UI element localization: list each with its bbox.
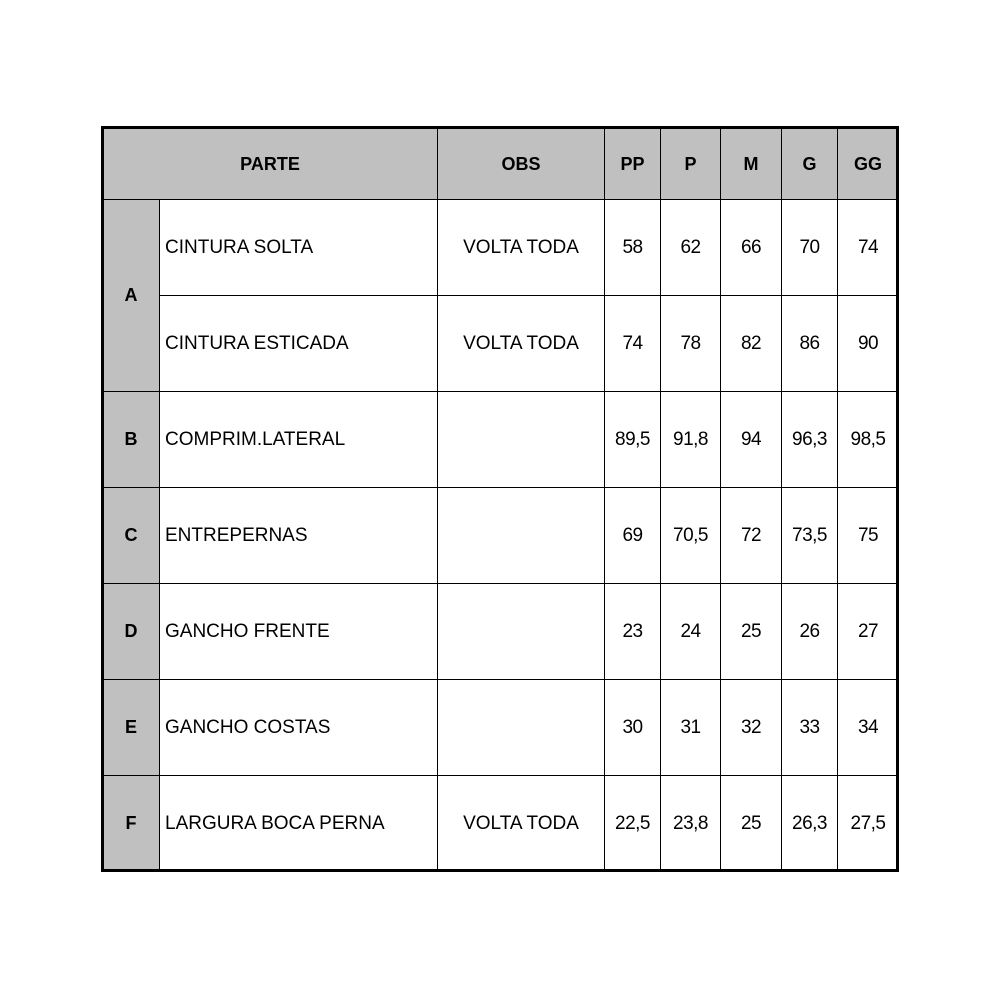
row-letter: A	[103, 200, 160, 392]
value-g: 26,3	[782, 776, 838, 872]
part-name: COMPRIM.LATERAL	[160, 392, 438, 488]
value-m: 72	[721, 488, 782, 584]
value-gg: 75	[838, 488, 899, 584]
value-pp: 69	[605, 488, 661, 584]
part-name: GANCHO FRENTE	[160, 584, 438, 680]
obs-cell	[438, 392, 605, 488]
value-pp: 30	[605, 680, 661, 776]
value-g: 33	[782, 680, 838, 776]
table-row	[103, 200, 899, 296]
value-p: 78	[661, 296, 721, 392]
value-p: 23,8	[661, 776, 721, 872]
row-letter: C	[103, 488, 160, 584]
table-border-left	[101, 126, 104, 872]
table-row	[103, 584, 899, 680]
obs-cell	[438, 488, 605, 584]
value-gg: 74	[838, 200, 899, 296]
value-pp: 89,5	[605, 392, 661, 488]
obs-cell: VOLTA TODA	[438, 296, 605, 392]
value-g: 96,3	[782, 392, 838, 488]
value-p: 91,8	[661, 392, 721, 488]
value-pp: 58	[605, 200, 661, 296]
table-row	[103, 392, 899, 488]
value-pp: 23	[605, 584, 661, 680]
header-size-p: P	[661, 129, 721, 200]
table-border-bottom	[101, 869, 899, 872]
size-measurement-table	[102, 128, 899, 872]
row-letter: B	[103, 392, 160, 488]
header-size-g: G	[782, 129, 838, 200]
table-border-top	[101, 126, 899, 129]
value-g: 70	[782, 200, 838, 296]
value-gg: 90	[838, 296, 899, 392]
row-letter: E	[103, 680, 160, 776]
header-row	[103, 129, 899, 200]
obs-cell: VOLTA TODA	[438, 200, 605, 296]
value-p: 31	[661, 680, 721, 776]
header-obs: OBS	[438, 129, 605, 200]
value-g: 86	[782, 296, 838, 392]
value-pp: 74	[605, 296, 661, 392]
value-m: 25	[721, 776, 782, 872]
obs-cell	[438, 680, 605, 776]
header-size-pp: PP	[605, 129, 661, 200]
obs-cell	[438, 584, 605, 680]
part-name: GANCHO COSTAS	[160, 680, 438, 776]
table-row	[103, 488, 899, 584]
table-row	[103, 680, 899, 776]
value-gg: 98,5	[838, 392, 899, 488]
part-name: CINTURA SOLTA	[160, 200, 438, 296]
value-gg: 27,5	[838, 776, 899, 872]
value-gg: 27	[838, 584, 899, 680]
value-g: 73,5	[782, 488, 838, 584]
value-gg: 34	[838, 680, 899, 776]
value-p: 70,5	[661, 488, 721, 584]
obs-cell: VOLTA TODA	[438, 776, 605, 872]
part-name: CINTURA ESTICADA	[160, 296, 438, 392]
value-m: 25	[721, 584, 782, 680]
value-g: 26	[782, 584, 838, 680]
header-size-gg: GG	[838, 129, 899, 200]
value-m: 82	[721, 296, 782, 392]
value-m: 32	[721, 680, 782, 776]
header-parte: PARTE	[103, 129, 438, 200]
value-p: 24	[661, 584, 721, 680]
table-row	[103, 776, 899, 872]
part-name: ENTREPERNAS	[160, 488, 438, 584]
table-row	[103, 296, 899, 392]
row-letter: F	[103, 776, 160, 872]
value-m: 66	[721, 200, 782, 296]
value-p: 62	[661, 200, 721, 296]
value-m: 94	[721, 392, 782, 488]
part-name: LARGURA BOCA PERNA	[160, 776, 438, 872]
table-border-right	[896, 126, 899, 872]
header-size-m: M	[721, 129, 782, 200]
row-letter: D	[103, 584, 160, 680]
value-pp: 22,5	[605, 776, 661, 872]
